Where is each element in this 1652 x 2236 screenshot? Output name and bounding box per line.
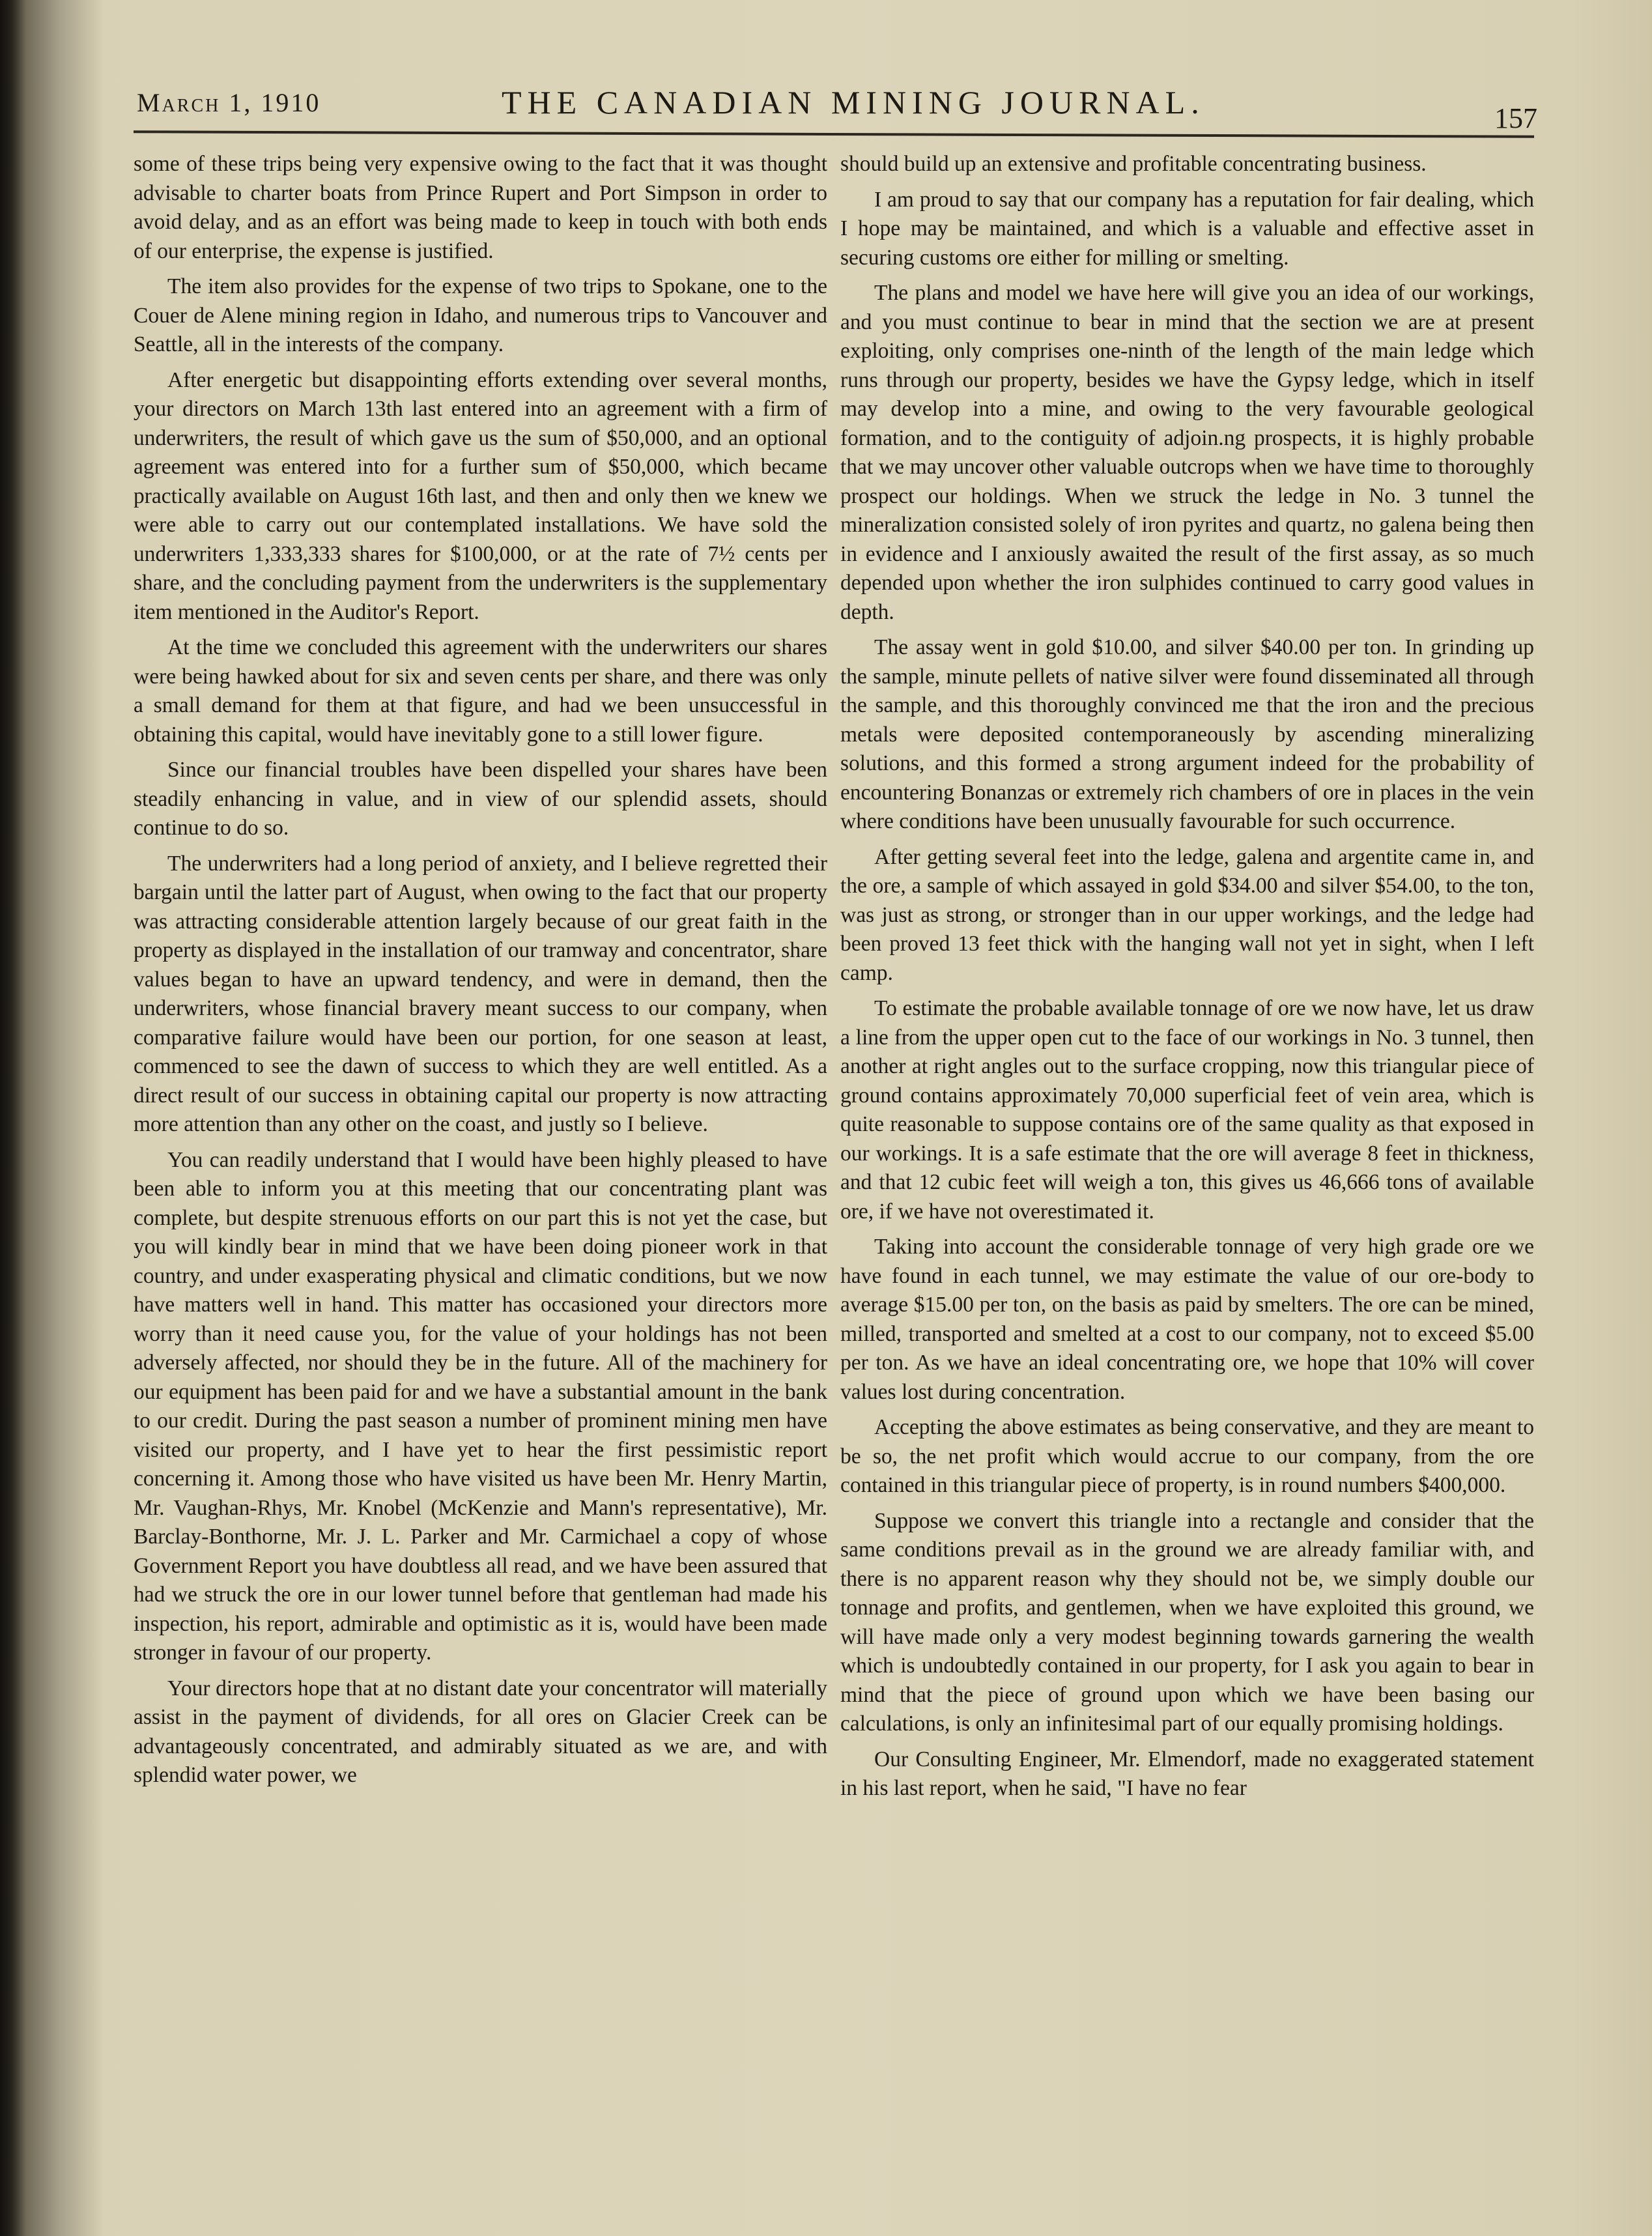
paragraph: To estimate the probable available tonnage of ore we now have, let us draw a line from the upper open cut to the face of our workings in No. 3 tunnel, then another at right angles out to the surface cropping, now this triangular piece of ground contains approximately 70,000 superficial feet of vein area, which is quite reasonable to suppose contains ore of the same quality as that exposed in our workings. It is a safe estimate that the ore will average 8 feet in thickness, and that 12 cubic feet will weigh a ton, this gives us 46,666 tons of available ore, if we have not overestimated it.: [840, 996, 1534, 1224]
paragraph: The underwriters had a long period of anxiety, and I believe regretted their bargain until the latter part of August, when owing to the fact that our property was attracting considerable attention largely because of our great faith in the property as displayed in the installation of our tramway and concentrator, share values began to have an upward tendency, and were in demand, then the underwriters, whose financial bravery meant success to our company, when comparative failure would have been our portion, for one season at least, commenced to see the dawn of success to which they are well entitled. As a direct result of our success in obtaining capital our property is now attracting more attention than any other on the coast, and justly so I believe.: [134, 851, 827, 1136]
right-column: [840, 150, 1534, 1810]
paragraph: The item also provides for the expense of two trips to Spokane, one to the Couer de Alene mining region in Idaho, and numerous trips to Vancouver and Seattle, all in the interests of the company.: [134, 274, 827, 356]
left-column: [134, 150, 827, 1797]
paragraph: After getting several feet into the ledge, galena and argentite came in, and the ore, a sample of which assayed in gold $34.00 and silver $54.00, to the ton, was just as strong, or stronger than in our upper workings, and the ledge had been proved 13 feet thick with the hanging wall not yet in sight, when I left camp.: [840, 844, 1534, 985]
paragraph: After energetic but disappointing efforts extending over several months, your directors on March 13th last entered into an agreement with a firm of underwriters, the result of which gave us the sum of $50,000, and an optional agreement was entered into for a further sum of $50,000, which became practically available on August 16th last, and then and only then we knew we were able to carry out our contemplated installations. We have sold the underwriters 1,333,333 shares for $100,000, or at the rate of 7½ cents per share, and the concluding payment from the underwriters is the supplementary item mentioned in the Auditor's Report.: [134, 367, 827, 624]
issue-date: March 1, 1910: [137, 88, 321, 117]
paragraph: Accepting the above estimates as being conservative, and they are meant to be so, the net profit which would accrue to our company, from the ore contained in this triangular piece of property, is in round numbers $400,000.: [840, 1415, 1534, 1497]
paragraph: You can readily understand that I would have been highly pleased to have been able to inform you at this meeting that our concentrating plant was complete, but despite strenuous efforts on our part this is not yet the case, but you will kindly bear in mind that we have been doing pioneer work in that country, and under exasperating physical and climatic conditions, but we now have matters well in hand. This matter has occasioned your directors more worry than it need cause you, for the value of your holdings has not been adversely affected, nor should they be in the future. All of the machinery for our equipment has been paid for and we have a substantial amount in the bank to our credit. During the past season a number of prominent mining men have visited our property, and I have yet to hear the first pessimistic report concerning it. Among those who have visited us have been Mr. Henry Martin, Mr. Vaughan-Rhys, Mr. Knobel (McKenzie and Mann's representative), Mr. Barclay-Bonthorne, Mr. J. L. Parker and Mr. Carmichael a copy of whose Government Report you have doubtless all read, and we have been assured that had we struck the ore in our lower tunnel before that gentleman had made his inspection, his report, admirable and optimistic as it is, would have been made stronger in favour of our property.: [134, 1147, 827, 1665]
paragraph: The assay went in gold $10.00, and silver $40.00 per ton. In grinding up the sample, minute pellets of native silver were found disseminated all through the sample, and this thoroughly convinced me that the iron and the precious metals were deposited contemporaneously by ascending mineralizing solutions, and this formed a strong argument indeed for the probability of encountering Bonanzas or extremely rich chambers of ore in places in the vein where conditions have been unusually favourable for such occurrence.: [840, 635, 1534, 833]
paragraph: should build up an extensive and profitable concentrating business.: [840, 152, 1427, 176]
paragraph: Since our financial troubles have been dispelled your shares have been steadily enhancing in value, and in view of our splendid assets, should continue to do so.: [134, 758, 827, 840]
paragraph: Your directors hope that at no distant date your concentrator will materially assist in the payment of dividends, for all ores on Glacier Creek can be advantageously concentrated, and admirably situated as we are, and with splendid water power, we: [134, 1676, 827, 1787]
paragraph: Suppose we convert this triangle into a rectangle and consider that the same conditions prevail as in the ground we are already familiar with, and there is no apparent reason why they should not be, we simply double our tonnage and profits, and gentlemen, when we have exploited this ground, we will have made only a very modest beginning towards garnering the wealth which is undoubtedly contained in our property, for I ask you again to bear in mind that the piece of ground upon which we have been basing our calculations, is only an infinitesimal part of our equally promising holdings.: [840, 1508, 1534, 1736]
binding-shadow: [0, 0, 104, 2236]
page-number: 157: [1494, 102, 1537, 134]
paragraph: I am proud to say that our company has a reputation for fair dealing, which I hope may be maintained, and which is a valuable and effective asset in securing customs ore either for milling or smelting.: [840, 187, 1534, 270]
journal-title: THE CANADIAN MINING JOURNAL.: [502, 84, 1205, 121]
paragraph: Our Consulting Engineer, Mr. Elmendorf, made no exaggerated statement in his last report, when he said, "I have no fear: [840, 1747, 1534, 1800]
paragraph: Taking into account the considerable tonnage of very high grade ore we have found in each tunnel, we may estimate the value of our ore-body to average $15.00 per ton, on the basis as paid by smelters. The ore can be mined, milled, transported and smelted at a cost to our company, not to exceed $5.00 per ton. As we have an ideal concentrating ore, we hope that 10% will cover values lost during concentration.: [840, 1235, 1534, 1404]
paragraph: some of these trips being very expensive owing to the fact that it was thought advisable to charter boats from Prince Rupert and Port Simpson in order to avoid delay, and as an effort was being made to keep in touch with both ends of our enterprise, the expense is justified.: [134, 152, 827, 263]
paragraph: At the time we concluded this agreement with the underwriters our shares were being hawked about for six and seven cents per share, and there was only a small demand for them at that figure, and had we been unsuccessful in obtaining this capital, would have inevitably gone to a still lower figure.: [134, 635, 827, 747]
paragraph: The plans and model we have here will give you an idea of our workings, and you must continue to bear in mind that the section we are at present exploiting, only comprises one-ninth of the length of the main ledge which runs through our property, besides we have the Gypsy ledge, which in itself may develop into a mine, and owing to the very favourable geological formation, and to the contiguity of adjoin.ng prospects, it is highly probable that we may uncover other valuable outcrops when we have time to thoroughly prospect our holdings. When we struck the ledge in No. 3 tunnel the mineralization consisted solely of iron pyrites and quartz, no galena being then in evidence and I anxiously awaited the result of the first assay, as so much depended upon whether the iron sulphides continued to carry good values in depth.: [840, 281, 1534, 624]
running-header: [137, 83, 1537, 136]
